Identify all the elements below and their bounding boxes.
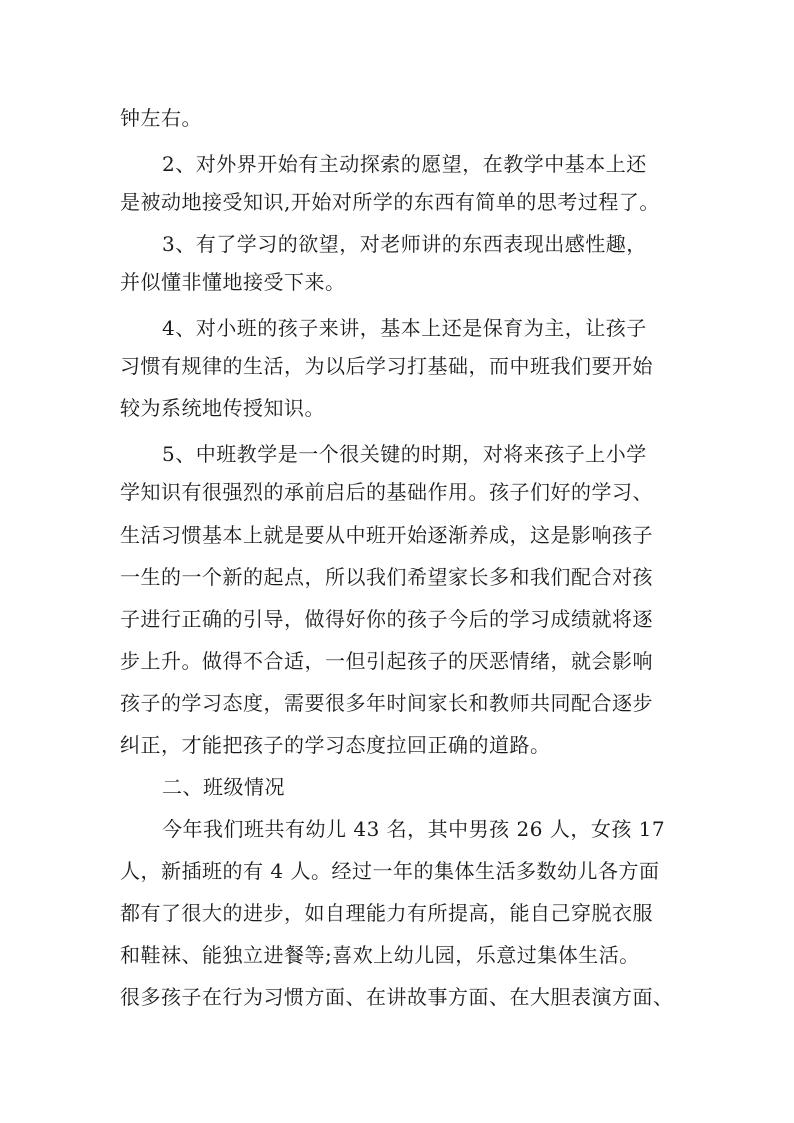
section-heading: 二、班级情况 — [162, 775, 285, 799]
list-item-3-line-2: 并似懂非懂地接受下来。 — [120, 270, 346, 294]
paragraph-line-3: 都有了很大的进步，如自理能力有所提高，能自己穿脱衣服 — [120, 901, 653, 925]
list-item-5-line-4: 一生的一个新的起点，所以我们希望家长多和我们配合对孩 — [120, 565, 653, 589]
list-item-5-line-5: 子进行正确的引导，做得好你的孩子今后的学习成绩就将逐 — [120, 607, 653, 631]
paragraph-line-1: 今年我们班共有幼儿 43 名，其中男孩 26 人，女孩 17 — [162, 817, 666, 841]
list-item-4-line-3: 较为系统地传授知识。 — [120, 396, 325, 420]
list-item-2-line-1: 2、对外界开始有主动探索的愿望，在教学中基本上还 — [162, 152, 647, 176]
list-item-5-line-8: 纠正，才能把孩子的学习态度拉回正确的道路。 — [120, 733, 551, 757]
list-item-5-line-6: 步上升。做得不合适，一但引起孩子的厌恶情绪，就会影响 — [120, 649, 653, 673]
text-line-continuation: 钟左右。 — [120, 106, 202, 130]
list-item-4-line-1: 4、对小班的孩子来讲，基本上还是保育为主，让孩子 — [162, 316, 647, 340]
list-item-3-line-1: 3、有了学习的欲望，对老师讲的东西表现出感性趣， — [162, 232, 647, 256]
list-item-5-line-3: 生活习惯基本上就是要从中班开始逐渐养成，这是影响孩子 — [120, 523, 653, 547]
paragraph-line-4: 和鞋袜、能独立进餐等;喜欢上幼儿园，乐意过集体生活。 — [120, 943, 640, 967]
paragraph-line-2: 人，新插班的有 4 人。经过一年的集体生活多数幼儿各方面 — [120, 859, 660, 883]
list-item-4-line-2: 习惯有规律的生活，为以后学习打基础，而中班我们要开始 — [120, 354, 653, 378]
paragraph-line-5: 很多孩子在行为习惯方面、在讲故事方面、在大胆表演方面、 — [120, 985, 674, 1009]
list-item-5-line-1: 5、中班教学是一个很关键的时期，对将来孩子上小学 — [162, 442, 647, 466]
list-item-5-line-2: 学知识有很强烈的承前启后的基础作用。孩子们好的学习、 — [120, 480, 653, 504]
list-item-2-line-2: 是被动地接受知识,开始对所学的东西有简单的思考过程了。 — [120, 190, 660, 214]
list-item-5-line-7: 孩子的学习态度，需要很多年时间家长和教师共同配合逐步 — [120, 691, 653, 715]
